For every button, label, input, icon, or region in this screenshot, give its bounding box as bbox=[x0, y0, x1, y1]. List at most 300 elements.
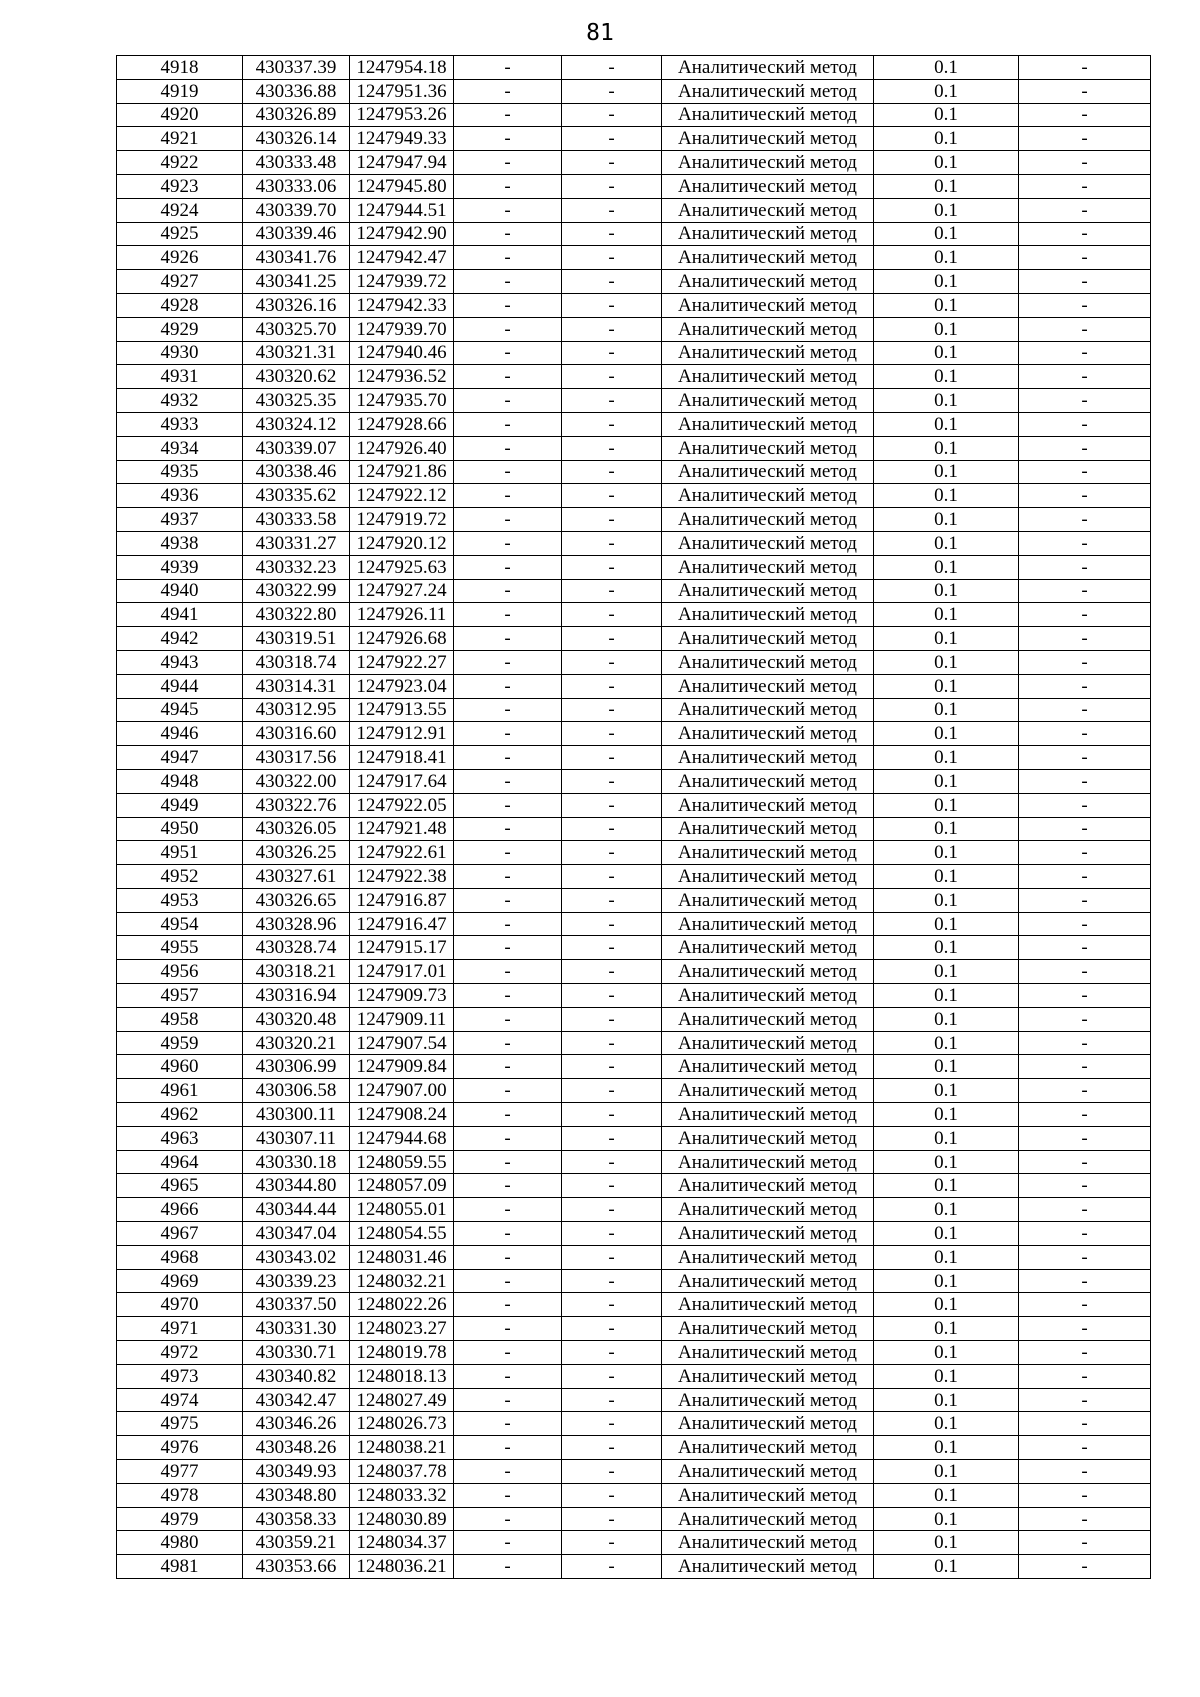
dash-cell: - bbox=[562, 960, 662, 984]
dash-cell: - bbox=[1019, 1364, 1151, 1388]
dash-cell: - bbox=[1019, 627, 1151, 651]
table-row bbox=[117, 1269, 1151, 1293]
dash-cell: - bbox=[562, 1531, 662, 1555]
dash-cell: - bbox=[454, 270, 562, 294]
method-cell: Аналитический метод bbox=[662, 817, 874, 841]
dash-cell: - bbox=[1019, 698, 1151, 722]
x-coordinate-cell: 430331.27 bbox=[243, 531, 350, 555]
table-row bbox=[117, 436, 1151, 460]
dash-cell: - bbox=[562, 1198, 662, 1222]
precision-cell: 0.1 bbox=[874, 1460, 1019, 1484]
dash-cell: - bbox=[562, 79, 662, 103]
precision-cell: 0.1 bbox=[874, 1507, 1019, 1531]
precision-cell: 0.1 bbox=[874, 817, 1019, 841]
x-coordinate-cell: 430300.11 bbox=[243, 1103, 350, 1127]
dash-cell: - bbox=[562, 841, 662, 865]
method-cell: Аналитический метод bbox=[662, 127, 874, 151]
dash-cell: - bbox=[1019, 246, 1151, 270]
y-coordinate-cell: 1247942.90 bbox=[350, 222, 454, 246]
x-coordinate-cell: 430322.99 bbox=[243, 579, 350, 603]
dash-cell: - bbox=[1019, 746, 1151, 770]
dash-cell: - bbox=[562, 746, 662, 770]
method-cell: Аналитический метод bbox=[662, 270, 874, 294]
y-coordinate-cell: 1247949.33 bbox=[350, 127, 454, 151]
y-coordinate-cell: 1247944.68 bbox=[350, 1126, 454, 1150]
dash-cell: - bbox=[454, 1055, 562, 1079]
precision-cell: 0.1 bbox=[874, 198, 1019, 222]
table-row bbox=[117, 1007, 1151, 1031]
point-number-cell: 4968 bbox=[117, 1245, 243, 1269]
method-cell: Аналитический метод bbox=[662, 365, 874, 389]
dash-cell: - bbox=[454, 1364, 562, 1388]
y-coordinate-cell: 1247909.11 bbox=[350, 1007, 454, 1031]
dash-cell: - bbox=[562, 627, 662, 651]
y-coordinate-cell: 1247926.68 bbox=[350, 627, 454, 651]
method-cell: Аналитический метод bbox=[662, 936, 874, 960]
table-row bbox=[117, 1079, 1151, 1103]
precision-cell: 0.1 bbox=[874, 793, 1019, 817]
dash-cell: - bbox=[454, 650, 562, 674]
dash-cell: - bbox=[1019, 984, 1151, 1008]
dash-cell: - bbox=[1019, 817, 1151, 841]
point-number-cell: 4942 bbox=[117, 627, 243, 651]
method-cell: Аналитический метод bbox=[662, 1293, 874, 1317]
method-cell: Аналитический метод bbox=[662, 317, 874, 341]
dash-cell: - bbox=[454, 1126, 562, 1150]
dash-cell: - bbox=[562, 1317, 662, 1341]
precision-cell: 0.1 bbox=[874, 888, 1019, 912]
y-coordinate-cell: 1248027.49 bbox=[350, 1388, 454, 1412]
point-number-cell: 4958 bbox=[117, 1007, 243, 1031]
dash-cell: - bbox=[562, 1388, 662, 1412]
dash-cell: - bbox=[454, 151, 562, 175]
dash-cell: - bbox=[562, 103, 662, 127]
table-row bbox=[117, 389, 1151, 413]
point-number-cell: 4973 bbox=[117, 1364, 243, 1388]
table-row bbox=[117, 103, 1151, 127]
dash-cell: - bbox=[562, 174, 662, 198]
table-row bbox=[117, 1555, 1151, 1579]
x-coordinate-cell: 430330.71 bbox=[243, 1341, 350, 1365]
table-body bbox=[117, 56, 1151, 1579]
point-number-cell: 4940 bbox=[117, 579, 243, 603]
precision-cell: 0.1 bbox=[874, 1412, 1019, 1436]
point-number-cell: 4972 bbox=[117, 1341, 243, 1365]
precision-cell: 0.1 bbox=[874, 1079, 1019, 1103]
method-cell: Аналитический метод bbox=[662, 1483, 874, 1507]
precision-cell: 0.1 bbox=[874, 484, 1019, 508]
x-coordinate-cell: 430337.39 bbox=[243, 56, 350, 80]
y-coordinate-cell: 1247922.05 bbox=[350, 793, 454, 817]
table-row bbox=[117, 1222, 1151, 1246]
dash-cell: - bbox=[1019, 936, 1151, 960]
precision-cell: 0.1 bbox=[874, 722, 1019, 746]
x-coordinate-cell: 430328.74 bbox=[243, 936, 350, 960]
y-coordinate-cell: 1247944.51 bbox=[350, 198, 454, 222]
precision-cell: 0.1 bbox=[874, 698, 1019, 722]
table-row bbox=[117, 793, 1151, 817]
dash-cell: - bbox=[1019, 1388, 1151, 1412]
dash-cell: - bbox=[562, 1364, 662, 1388]
x-coordinate-cell: 430326.05 bbox=[243, 817, 350, 841]
x-coordinate-cell: 430330.18 bbox=[243, 1150, 350, 1174]
point-number-cell: 4966 bbox=[117, 1198, 243, 1222]
dash-cell: - bbox=[454, 746, 562, 770]
dash-cell: - bbox=[1019, 555, 1151, 579]
precision-cell: 0.1 bbox=[874, 1007, 1019, 1031]
precision-cell: 0.1 bbox=[874, 103, 1019, 127]
method-cell: Аналитический метод bbox=[662, 1222, 874, 1246]
dash-cell: - bbox=[562, 1245, 662, 1269]
table-row bbox=[117, 151, 1151, 175]
precision-cell: 0.1 bbox=[874, 984, 1019, 1008]
y-coordinate-cell: 1248037.78 bbox=[350, 1460, 454, 1484]
y-coordinate-cell: 1247926.40 bbox=[350, 436, 454, 460]
precision-cell: 0.1 bbox=[874, 365, 1019, 389]
x-coordinate-cell: 430348.26 bbox=[243, 1436, 350, 1460]
dash-cell: - bbox=[562, 769, 662, 793]
method-cell: Аналитический метод bbox=[662, 1341, 874, 1365]
dash-cell: - bbox=[1019, 674, 1151, 698]
point-number-cell: 4953 bbox=[117, 888, 243, 912]
dash-cell: - bbox=[1019, 1245, 1151, 1269]
precision-cell: 0.1 bbox=[874, 1150, 1019, 1174]
dash-cell: - bbox=[454, 817, 562, 841]
x-coordinate-cell: 430324.12 bbox=[243, 412, 350, 436]
table-row bbox=[117, 1055, 1151, 1079]
dash-cell: - bbox=[562, 1126, 662, 1150]
dash-cell: - bbox=[1019, 1055, 1151, 1079]
x-coordinate-cell: 430340.82 bbox=[243, 1364, 350, 1388]
method-cell: Аналитический метод bbox=[662, 484, 874, 508]
dash-cell: - bbox=[562, 56, 662, 80]
point-number-cell: 4952 bbox=[117, 865, 243, 889]
dash-cell: - bbox=[454, 198, 562, 222]
point-number-cell: 4955 bbox=[117, 936, 243, 960]
x-coordinate-cell: 430326.16 bbox=[243, 293, 350, 317]
dash-cell: - bbox=[1019, 174, 1151, 198]
method-cell: Аналитический метод bbox=[662, 1103, 874, 1127]
precision-cell: 0.1 bbox=[874, 936, 1019, 960]
method-cell: Аналитический метод bbox=[662, 198, 874, 222]
point-number-cell: 4934 bbox=[117, 436, 243, 460]
point-number-cell: 4923 bbox=[117, 174, 243, 198]
table-row bbox=[117, 1198, 1151, 1222]
point-number-cell: 4950 bbox=[117, 817, 243, 841]
dash-cell: - bbox=[454, 722, 562, 746]
table-row bbox=[117, 484, 1151, 508]
method-cell: Аналитический метод bbox=[662, 1079, 874, 1103]
method-cell: Аналитический метод bbox=[662, 1364, 874, 1388]
method-cell: Аналитический метод bbox=[662, 888, 874, 912]
y-coordinate-cell: 1247909.84 bbox=[350, 1055, 454, 1079]
table-row bbox=[117, 1531, 1151, 1555]
dash-cell: - bbox=[454, 317, 562, 341]
dash-cell: - bbox=[454, 1222, 562, 1246]
dash-cell: - bbox=[1019, 460, 1151, 484]
dash-cell: - bbox=[562, 270, 662, 294]
dash-cell: - bbox=[562, 1222, 662, 1246]
y-coordinate-cell: 1247927.24 bbox=[350, 579, 454, 603]
dash-cell: - bbox=[562, 912, 662, 936]
method-cell: Аналитический метод bbox=[662, 627, 874, 651]
precision-cell: 0.1 bbox=[874, 912, 1019, 936]
dash-cell: - bbox=[454, 222, 562, 246]
y-coordinate-cell: 1247907.00 bbox=[350, 1079, 454, 1103]
dash-cell: - bbox=[562, 1293, 662, 1317]
dash-cell: - bbox=[1019, 1412, 1151, 1436]
dash-cell: - bbox=[454, 1555, 562, 1579]
x-coordinate-cell: 430333.58 bbox=[243, 508, 350, 532]
y-coordinate-cell: 1248022.26 bbox=[350, 1293, 454, 1317]
x-coordinate-cell: 430359.21 bbox=[243, 1531, 350, 1555]
y-coordinate-cell: 1247918.41 bbox=[350, 746, 454, 770]
method-cell: Аналитический метод bbox=[662, 1388, 874, 1412]
dash-cell: - bbox=[454, 1507, 562, 1531]
method-cell: Аналитический метод bbox=[662, 1126, 874, 1150]
dash-cell: - bbox=[454, 769, 562, 793]
point-number-cell: 4951 bbox=[117, 841, 243, 865]
point-number-cell: 4961 bbox=[117, 1079, 243, 1103]
dash-cell: - bbox=[562, 365, 662, 389]
y-coordinate-cell: 1247916.47 bbox=[350, 912, 454, 936]
coordinates-table bbox=[116, 55, 1151, 1579]
dash-cell: - bbox=[1019, 436, 1151, 460]
y-coordinate-cell: 1247920.12 bbox=[350, 531, 454, 555]
point-number-cell: 4970 bbox=[117, 1293, 243, 1317]
dash-cell: - bbox=[1019, 127, 1151, 151]
dash-cell: - bbox=[562, 603, 662, 627]
dash-cell: - bbox=[454, 127, 562, 151]
point-number-cell: 4920 bbox=[117, 103, 243, 127]
dash-cell: - bbox=[562, 698, 662, 722]
dash-cell: - bbox=[454, 698, 562, 722]
y-coordinate-cell: 1247917.01 bbox=[350, 960, 454, 984]
dash-cell: - bbox=[1019, 1198, 1151, 1222]
y-coordinate-cell: 1247928.66 bbox=[350, 412, 454, 436]
dash-cell: - bbox=[1019, 1174, 1151, 1198]
method-cell: Аналитический метод bbox=[662, 1198, 874, 1222]
y-coordinate-cell: 1247915.17 bbox=[350, 936, 454, 960]
method-cell: Аналитический метод bbox=[662, 698, 874, 722]
method-cell: Аналитический метод bbox=[662, 341, 874, 365]
dash-cell: - bbox=[562, 1269, 662, 1293]
dash-cell: - bbox=[562, 1507, 662, 1531]
point-number-cell: 4925 bbox=[117, 222, 243, 246]
table-row bbox=[117, 936, 1151, 960]
y-coordinate-cell: 1247954.18 bbox=[350, 56, 454, 80]
x-coordinate-cell: 430317.56 bbox=[243, 746, 350, 770]
x-coordinate-cell: 430319.51 bbox=[243, 627, 350, 651]
precision-cell: 0.1 bbox=[874, 1436, 1019, 1460]
dash-cell: - bbox=[562, 817, 662, 841]
y-coordinate-cell: 1247922.12 bbox=[350, 484, 454, 508]
x-coordinate-cell: 430328.96 bbox=[243, 912, 350, 936]
table-row bbox=[117, 1150, 1151, 1174]
method-cell: Аналитический метод bbox=[662, 984, 874, 1008]
point-number-cell: 4922 bbox=[117, 151, 243, 175]
y-coordinate-cell: 1247935.70 bbox=[350, 389, 454, 413]
precision-cell: 0.1 bbox=[874, 627, 1019, 651]
y-coordinate-cell: 1247919.72 bbox=[350, 508, 454, 532]
table-row bbox=[117, 1460, 1151, 1484]
y-coordinate-cell: 1247913.55 bbox=[350, 698, 454, 722]
table-row bbox=[117, 222, 1151, 246]
x-coordinate-cell: 430335.62 bbox=[243, 484, 350, 508]
dash-cell: - bbox=[1019, 769, 1151, 793]
table-row bbox=[117, 317, 1151, 341]
dash-cell: - bbox=[1019, 960, 1151, 984]
precision-cell: 0.1 bbox=[874, 1364, 1019, 1388]
dash-cell: - bbox=[1019, 1293, 1151, 1317]
x-coordinate-cell: 430336.88 bbox=[243, 79, 350, 103]
method-cell: Аналитический метод bbox=[662, 1412, 874, 1436]
dash-cell: - bbox=[454, 1436, 562, 1460]
precision-cell: 0.1 bbox=[874, 1031, 1019, 1055]
dash-cell: - bbox=[454, 936, 562, 960]
dash-cell: - bbox=[562, 389, 662, 413]
y-coordinate-cell: 1247939.72 bbox=[350, 270, 454, 294]
table-row bbox=[117, 1388, 1151, 1412]
x-coordinate-cell: 430358.33 bbox=[243, 1507, 350, 1531]
y-coordinate-cell: 1247917.64 bbox=[350, 769, 454, 793]
dash-cell: - bbox=[1019, 317, 1151, 341]
dash-cell: - bbox=[562, 460, 662, 484]
dash-cell: - bbox=[454, 674, 562, 698]
y-coordinate-cell: 1247921.48 bbox=[350, 817, 454, 841]
y-coordinate-cell: 1247912.91 bbox=[350, 722, 454, 746]
precision-cell: 0.1 bbox=[874, 79, 1019, 103]
precision-cell: 0.1 bbox=[874, 1555, 1019, 1579]
precision-cell: 0.1 bbox=[874, 127, 1019, 151]
dash-cell: - bbox=[454, 1293, 562, 1317]
table-row bbox=[117, 984, 1151, 1008]
dash-cell: - bbox=[562, 341, 662, 365]
precision-cell: 0.1 bbox=[874, 1174, 1019, 1198]
y-coordinate-cell: 1248036.21 bbox=[350, 1555, 454, 1579]
x-coordinate-cell: 430339.07 bbox=[243, 436, 350, 460]
x-coordinate-cell: 430316.60 bbox=[243, 722, 350, 746]
precision-cell: 0.1 bbox=[874, 1198, 1019, 1222]
x-coordinate-cell: 430343.02 bbox=[243, 1245, 350, 1269]
dash-cell: - bbox=[562, 293, 662, 317]
method-cell: Аналитический метод bbox=[662, 650, 874, 674]
method-cell: Аналитический метод bbox=[662, 79, 874, 103]
table-row bbox=[117, 293, 1151, 317]
dash-cell: - bbox=[454, 1174, 562, 1198]
dash-cell: - bbox=[454, 1245, 562, 1269]
table-row bbox=[117, 1483, 1151, 1507]
method-cell: Аналитический метод bbox=[662, 1150, 874, 1174]
x-coordinate-cell: 430320.48 bbox=[243, 1007, 350, 1031]
dash-cell: - bbox=[454, 389, 562, 413]
y-coordinate-cell: 1248030.89 bbox=[350, 1507, 454, 1531]
dash-cell: - bbox=[1019, 1079, 1151, 1103]
dash-cell: - bbox=[562, 151, 662, 175]
x-coordinate-cell: 430341.76 bbox=[243, 246, 350, 270]
dash-cell: - bbox=[454, 865, 562, 889]
dash-cell: - bbox=[1019, 1031, 1151, 1055]
table-row bbox=[117, 912, 1151, 936]
dash-cell: - bbox=[1019, 1483, 1151, 1507]
precision-cell: 0.1 bbox=[874, 1317, 1019, 1341]
precision-cell: 0.1 bbox=[874, 508, 1019, 532]
dash-cell: - bbox=[1019, 508, 1151, 532]
point-number-cell: 4937 bbox=[117, 508, 243, 532]
x-coordinate-cell: 430333.06 bbox=[243, 174, 350, 198]
point-number-cell: 4928 bbox=[117, 293, 243, 317]
table-row bbox=[117, 127, 1151, 151]
method-cell: Аналитический метод bbox=[662, 246, 874, 270]
method-cell: Аналитический метод bbox=[662, 1007, 874, 1031]
x-coordinate-cell: 430344.44 bbox=[243, 1198, 350, 1222]
method-cell: Аналитический метод bbox=[662, 151, 874, 175]
dash-cell: - bbox=[562, 888, 662, 912]
dash-cell: - bbox=[454, 1531, 562, 1555]
table-row bbox=[117, 579, 1151, 603]
table-row bbox=[117, 674, 1151, 698]
method-cell: Аналитический метод bbox=[662, 603, 874, 627]
point-number-cell: 4980 bbox=[117, 1531, 243, 1555]
dash-cell: - bbox=[562, 1460, 662, 1484]
table-row bbox=[117, 746, 1151, 770]
precision-cell: 0.1 bbox=[874, 1126, 1019, 1150]
x-coordinate-cell: 430347.04 bbox=[243, 1222, 350, 1246]
point-number-cell: 4943 bbox=[117, 650, 243, 674]
dash-cell: - bbox=[454, 1483, 562, 1507]
table-row bbox=[117, 627, 1151, 651]
y-coordinate-cell: 1248033.32 bbox=[350, 1483, 454, 1507]
x-coordinate-cell: 430339.46 bbox=[243, 222, 350, 246]
table-row bbox=[117, 270, 1151, 294]
method-cell: Аналитический метод bbox=[662, 174, 874, 198]
dash-cell: - bbox=[1019, 151, 1151, 175]
x-coordinate-cell: 430353.66 bbox=[243, 1555, 350, 1579]
dash-cell: - bbox=[1019, 484, 1151, 508]
y-coordinate-cell: 1248038.21 bbox=[350, 1436, 454, 1460]
y-coordinate-cell: 1247916.87 bbox=[350, 888, 454, 912]
dash-cell: - bbox=[1019, 270, 1151, 294]
x-coordinate-cell: 430320.21 bbox=[243, 1031, 350, 1055]
table-row bbox=[117, 1317, 1151, 1341]
y-coordinate-cell: 1247923.04 bbox=[350, 674, 454, 698]
dash-cell: - bbox=[454, 984, 562, 1008]
dash-cell: - bbox=[562, 984, 662, 1008]
x-coordinate-cell: 430316.94 bbox=[243, 984, 350, 1008]
x-coordinate-cell: 430307.11 bbox=[243, 1126, 350, 1150]
x-coordinate-cell: 430331.30 bbox=[243, 1317, 350, 1341]
point-number-cell: 4933 bbox=[117, 412, 243, 436]
point-number-cell: 4919 bbox=[117, 79, 243, 103]
dash-cell: - bbox=[454, 79, 562, 103]
method-cell: Аналитический метод bbox=[662, 722, 874, 746]
method-cell: Аналитический метод bbox=[662, 1174, 874, 1198]
dash-cell: - bbox=[1019, 841, 1151, 865]
x-coordinate-cell: 430312.95 bbox=[243, 698, 350, 722]
dash-cell: - bbox=[454, 1269, 562, 1293]
x-coordinate-cell: 430342.47 bbox=[243, 1388, 350, 1412]
precision-cell: 0.1 bbox=[874, 317, 1019, 341]
y-coordinate-cell: 1247942.33 bbox=[350, 293, 454, 317]
y-coordinate-cell: 1247947.94 bbox=[350, 151, 454, 175]
dash-cell: - bbox=[454, 912, 562, 936]
precision-cell: 0.1 bbox=[874, 389, 1019, 413]
method-cell: Аналитический метод bbox=[662, 912, 874, 936]
point-number-cell: 4947 bbox=[117, 746, 243, 770]
dash-cell: - bbox=[1019, 1103, 1151, 1127]
dash-cell: - bbox=[454, 627, 562, 651]
dash-cell: - bbox=[562, 1103, 662, 1127]
